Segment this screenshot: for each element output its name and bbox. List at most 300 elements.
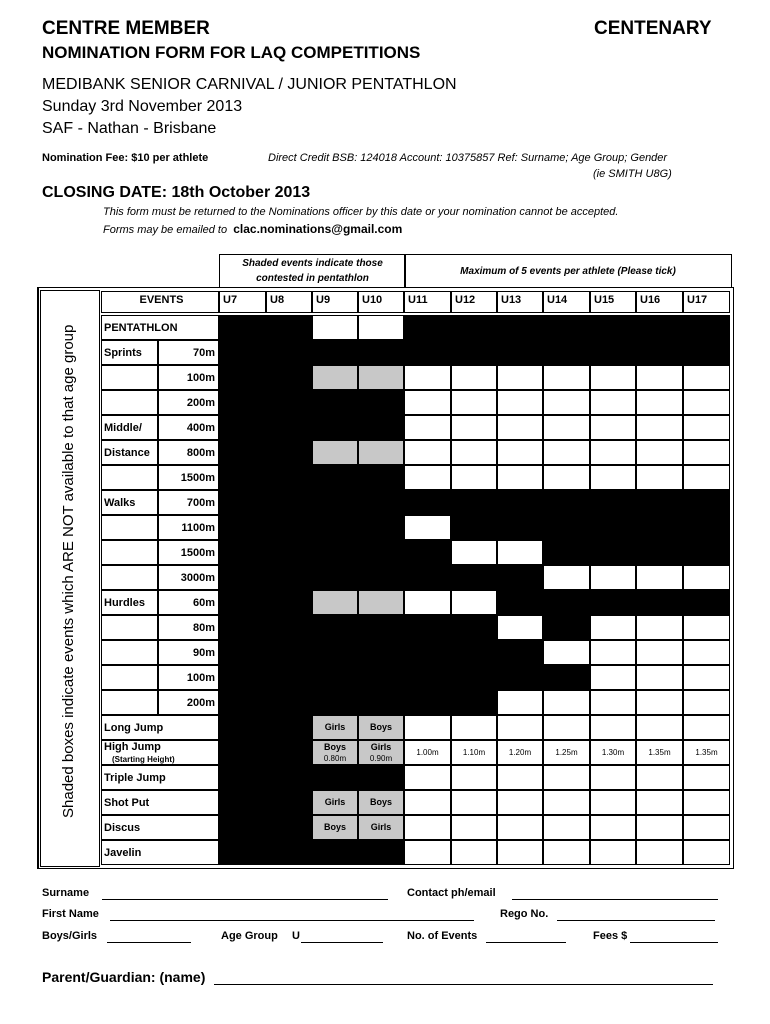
event-name: PENTATHLON — [104, 322, 178, 334]
tick-box[interactable] — [451, 465, 497, 490]
surname-field[interactable] — [102, 899, 388, 900]
tick-box[interactable] — [543, 690, 590, 715]
return-notice: This form must be returned to the Nominations officer by this date or your nomination cannot be accepted. — [103, 206, 619, 218]
tick-box — [266, 815, 312, 840]
age-group-header-u16: U16 — [636, 291, 683, 313]
tick-box[interactable] — [683, 440, 730, 465]
nomination-fee: Nomination Fee: $10 per athlete — [42, 152, 209, 164]
tick-box — [266, 565, 312, 590]
tick-box[interactable] — [636, 615, 683, 640]
tick-box[interactable] — [590, 365, 636, 390]
tick-box — [404, 490, 451, 515]
tick-box[interactable] — [451, 740, 497, 765]
distance-cell — [158, 690, 219, 715]
tick-box[interactable] — [683, 815, 730, 840]
tick-box[interactable] — [451, 365, 497, 390]
distance-label: 70m — [192, 347, 215, 359]
tick-box[interactable] — [451, 715, 497, 740]
event-name: Triple Jump — [104, 772, 166, 784]
tick-box[interactable] — [451, 765, 497, 790]
tick-box — [266, 540, 312, 565]
event-label-cell — [101, 615, 158, 640]
tick-box[interactable] — [683, 390, 730, 415]
event-label-cell — [101, 715, 219, 740]
tick-box[interactable] — [451, 590, 497, 615]
tick-box[interactable] — [636, 690, 683, 715]
event-label-cell — [101, 840, 219, 865]
tick-box[interactable] — [404, 390, 451, 415]
tick-box — [451, 665, 497, 690]
tick-box[interactable] — [683, 465, 730, 490]
distance-label: 1500m — [180, 472, 215, 484]
tick-box — [543, 515, 590, 540]
tick-box[interactable] — [404, 765, 451, 790]
event-label-cell — [101, 465, 158, 490]
tick-box — [266, 765, 312, 790]
tick-box — [312, 665, 358, 690]
tick-box — [358, 615, 404, 640]
distance-label: 100m — [186, 672, 215, 684]
age-group-header-u10: U10 — [358, 291, 404, 313]
tick-box — [404, 565, 451, 590]
tick-box[interactable] — [683, 415, 730, 440]
side-shading-label: Shaded boxes indicate events which ARE NOT available to that age group — [60, 324, 77, 818]
tick-box — [266, 640, 312, 665]
num-events-field[interactable] — [486, 942, 566, 943]
distance-label: 1500m — [180, 547, 215, 559]
tick-box — [219, 465, 266, 490]
tick-box — [358, 390, 404, 415]
tick-box[interactable] — [312, 790, 358, 815]
email-prefix: Forms may be emailed to — [103, 224, 228, 236]
tick-box — [451, 490, 497, 515]
tick-box[interactable] — [636, 440, 683, 465]
tick-box[interactable] — [497, 465, 543, 490]
tick-box — [219, 815, 266, 840]
boys-girls-field[interactable] — [107, 942, 191, 943]
tick-box[interactable] — [358, 440, 404, 465]
tick-box[interactable] — [451, 390, 497, 415]
tick-box[interactable] — [543, 365, 590, 390]
tick-box[interactable] — [404, 840, 451, 865]
tick-box — [358, 415, 404, 440]
event-label-cell — [101, 540, 158, 565]
tick-box[interactable] — [497, 715, 543, 740]
tick-box[interactable] — [683, 715, 730, 740]
distance-label: 1100m — [181, 522, 215, 534]
tick-box[interactable] — [543, 840, 590, 865]
tick-box[interactable] — [683, 765, 730, 790]
tick-box — [543, 615, 590, 640]
tick-box[interactable] — [404, 740, 451, 765]
tick-box — [312, 490, 358, 515]
event-name: Long Jump — [104, 722, 164, 734]
tick-box — [312, 615, 358, 640]
tick-box[interactable] — [636, 565, 683, 590]
tick-box — [404, 340, 451, 365]
tick-box — [636, 590, 683, 615]
tick-box — [266, 440, 312, 465]
gender-label: Boys — [369, 722, 392, 732]
contact-field[interactable] — [512, 899, 718, 900]
tick-box[interactable] — [683, 640, 730, 665]
tick-box[interactable] — [358, 590, 404, 615]
tick-box[interactable] — [636, 715, 683, 740]
tick-box[interactable] — [404, 465, 451, 490]
tick-box[interactable] — [543, 790, 590, 815]
tick-box[interactable] — [312, 440, 358, 465]
tick-box[interactable] — [497, 790, 543, 815]
tick-box — [451, 340, 497, 365]
event-name: Javelin — [104, 847, 142, 859]
tick-box — [266, 515, 312, 540]
tick-box[interactable] — [683, 565, 730, 590]
tick-box — [358, 640, 404, 665]
distance-label: 3000m — [180, 572, 215, 584]
event-venue: SAF - Nathan - Brisbane — [42, 120, 217, 137]
tick-box — [404, 315, 451, 340]
bank-example: (ie SMITH U8G) — [593, 168, 672, 180]
tick-box — [636, 490, 683, 515]
distance-cell — [158, 490, 219, 515]
tick-box[interactable] — [543, 465, 590, 490]
tick-box[interactable] — [590, 440, 636, 465]
height-label: 0.80m — [323, 754, 347, 763]
tick-box — [543, 315, 590, 340]
tick-box — [451, 690, 497, 715]
age-group-label: Age Group — [221, 930, 278, 942]
event-name: MEDIBANK SENIOR CARNIVAL / JUNIOR PENTATHLON — [42, 76, 457, 93]
rego-field[interactable] — [557, 920, 715, 921]
tick-box — [451, 640, 497, 665]
tick-box[interactable] — [636, 640, 683, 665]
tick-box — [312, 390, 358, 415]
tick-box[interactable] — [636, 790, 683, 815]
tick-box[interactable] — [497, 365, 543, 390]
distance-cell — [158, 390, 219, 415]
event-label-cell — [101, 640, 158, 665]
age-group-header-u8: U8 — [266, 291, 312, 313]
tick-box[interactable] — [497, 390, 543, 415]
tick-box[interactable] — [358, 365, 404, 390]
tick-box — [404, 640, 451, 665]
closing-date: CLOSING DATE: 18th October 2013 — [42, 184, 311, 201]
tick-box[interactable] — [497, 740, 543, 765]
tick-box — [219, 390, 266, 415]
event-label-cell — [101, 565, 158, 590]
tick-box[interactable] — [683, 365, 730, 390]
tick-box[interactable] — [590, 615, 636, 640]
tick-box[interactable] — [404, 715, 451, 740]
tick-box[interactable] — [404, 590, 451, 615]
tick-box[interactable] — [590, 690, 636, 715]
tick-box — [358, 840, 404, 865]
tick-box[interactable] — [358, 790, 404, 815]
tick-box[interactable] — [451, 440, 497, 465]
parent-field[interactable] — [214, 984, 713, 985]
event-name: Hurdles — [104, 597, 145, 609]
tick-box — [543, 665, 590, 690]
tick-box[interactable] — [590, 790, 636, 815]
age-group-field[interactable] — [301, 942, 383, 943]
tick-box[interactable] — [683, 840, 730, 865]
tick-box — [451, 565, 497, 590]
tick-box — [358, 565, 404, 590]
tick-box[interactable] — [683, 690, 730, 715]
event-label-cell — [101, 390, 158, 415]
tick-box[interactable] — [358, 815, 404, 840]
age-group-header-u14: U14 — [543, 291, 590, 313]
tick-box — [266, 665, 312, 690]
distance-cell — [158, 465, 219, 490]
tick-box — [219, 490, 266, 515]
distance-label: 400m — [186, 422, 215, 434]
tick-box[interactable] — [636, 765, 683, 790]
tick-box[interactable] — [543, 815, 590, 840]
tick-box — [497, 515, 543, 540]
tick-box — [266, 315, 312, 340]
tick-box — [358, 765, 404, 790]
tick-box — [312, 540, 358, 565]
tick-box[interactable] — [636, 415, 683, 440]
event-name: Middle/ — [104, 422, 142, 434]
event-label-cell — [101, 765, 219, 790]
boys-girls-label: Boys/Girls — [42, 930, 98, 942]
tick-box[interactable] — [543, 415, 590, 440]
tick-box[interactable] — [451, 815, 497, 840]
tick-box[interactable] — [497, 415, 543, 440]
tick-box[interactable] — [590, 415, 636, 440]
starting-height-note: (Starting Height) — [112, 755, 175, 764]
tick-box — [219, 715, 266, 740]
tick-box — [636, 340, 683, 365]
tick-box[interactable] — [497, 440, 543, 465]
tick-box — [219, 840, 266, 865]
distance-cell — [158, 515, 219, 540]
tick-box[interactable] — [636, 740, 683, 765]
tick-box[interactable] — [590, 565, 636, 590]
tick-box — [404, 665, 451, 690]
tick-box[interactable] — [497, 815, 543, 840]
tick-box — [358, 515, 404, 540]
tick-box[interactable] — [404, 515, 451, 540]
event-label-cell — [101, 315, 219, 340]
tick-box[interactable] — [683, 615, 730, 640]
tick-box — [590, 340, 636, 365]
max-events-note: Maximum of 5 events per athlete (Please tick) — [404, 254, 732, 288]
events-header: EVENTS — [101, 291, 219, 313]
distance-cell — [158, 590, 219, 615]
tick-box — [312, 765, 358, 790]
tick-box[interactable] — [543, 715, 590, 740]
tick-box[interactable] — [683, 790, 730, 815]
tick-box[interactable] — [358, 740, 404, 765]
event-label-cell — [101, 365, 158, 390]
fees-field[interactable] — [630, 942, 718, 943]
tick-box — [358, 665, 404, 690]
tick-box[interactable] — [404, 440, 451, 465]
height-label: 1.35m — [648, 748, 671, 757]
tick-box — [358, 690, 404, 715]
tick-box[interactable] — [590, 640, 636, 665]
event-label-cell — [101, 490, 158, 515]
tick-box — [497, 490, 543, 515]
tick-box[interactable] — [312, 590, 358, 615]
tick-box[interactable] — [312, 315, 358, 340]
tick-box[interactable] — [358, 715, 404, 740]
tick-box — [219, 790, 266, 815]
fees-label: Fees $ — [593, 930, 628, 942]
tick-box[interactable] — [404, 790, 451, 815]
tick-box — [266, 465, 312, 490]
tick-box — [451, 315, 497, 340]
parent-label: Parent/Guardian: (name) — [42, 969, 206, 985]
tick-box — [497, 640, 543, 665]
tick-box[interactable] — [590, 815, 636, 840]
tick-box[interactable] — [590, 740, 636, 765]
tick-box[interactable] — [404, 815, 451, 840]
tick-box — [590, 515, 636, 540]
tick-box[interactable] — [636, 465, 683, 490]
tick-box[interactable] — [497, 615, 543, 640]
gender-label: Girls — [370, 742, 392, 752]
tick-box — [683, 315, 730, 340]
event-label-cell — [101, 590, 158, 615]
tick-box[interactable] — [543, 740, 590, 765]
tick-box[interactable] — [590, 465, 636, 490]
tick-box — [266, 490, 312, 515]
tick-box[interactable] — [358, 315, 404, 340]
event-label-cell — [101, 790, 219, 815]
tick-box — [543, 490, 590, 515]
event-label-cell — [101, 815, 219, 840]
tick-box[interactable] — [543, 640, 590, 665]
tick-box[interactable] — [590, 665, 636, 690]
event-label-cell — [101, 415, 158, 440]
tick-box[interactable] — [543, 390, 590, 415]
tick-box — [266, 740, 312, 765]
tick-box[interactable] — [312, 715, 358, 740]
tick-box — [451, 615, 497, 640]
distance-cell — [158, 365, 219, 390]
tick-box[interactable] — [636, 840, 683, 865]
distance-label: 800m — [186, 447, 215, 459]
tick-box — [266, 415, 312, 440]
tick-box[interactable] — [497, 765, 543, 790]
event-label-cell — [101, 665, 158, 690]
first-name-field[interactable] — [110, 920, 474, 921]
distance-label: 100m — [186, 372, 215, 384]
tick-box[interactable] — [404, 415, 451, 440]
tick-box[interactable] — [683, 740, 730, 765]
tick-box[interactable] — [543, 765, 590, 790]
tick-box — [312, 565, 358, 590]
tick-box — [497, 590, 543, 615]
tick-box — [219, 340, 266, 365]
event-label-cell — [101, 440, 158, 465]
tick-box — [590, 590, 636, 615]
tick-box — [266, 840, 312, 865]
tick-box — [497, 340, 543, 365]
tick-box — [312, 515, 358, 540]
tick-box[interactable] — [636, 665, 683, 690]
tick-box — [683, 340, 730, 365]
tick-box[interactable] — [543, 440, 590, 465]
tick-box[interactable] — [451, 790, 497, 815]
tick-box[interactable] — [636, 390, 683, 415]
gender-label: Girls — [324, 797, 346, 807]
tick-box — [543, 590, 590, 615]
tick-box[interactable] — [312, 365, 358, 390]
tick-box — [266, 340, 312, 365]
tick-box — [219, 665, 266, 690]
tick-box — [543, 340, 590, 365]
tick-box[interactable] — [497, 540, 543, 565]
tick-box — [266, 690, 312, 715]
tick-box — [219, 365, 266, 390]
email-note — [103, 222, 402, 236]
tick-box[interactable] — [451, 840, 497, 865]
age-group-header-u12: U12 — [451, 291, 497, 313]
tick-box — [219, 440, 266, 465]
tick-box[interactable] — [590, 765, 636, 790]
tick-box[interactable] — [636, 365, 683, 390]
tick-box — [266, 790, 312, 815]
tick-box — [266, 590, 312, 615]
tick-box — [266, 615, 312, 640]
distance-cell — [158, 565, 219, 590]
tick-box[interactable] — [404, 365, 451, 390]
tick-box[interactable] — [543, 565, 590, 590]
distance-cell — [158, 415, 219, 440]
tick-box[interactable] — [590, 390, 636, 415]
tick-box — [219, 765, 266, 790]
tick-box — [266, 365, 312, 390]
tick-box[interactable] — [636, 815, 683, 840]
tick-box — [683, 540, 730, 565]
form-title: CENTRE MEMBER — [42, 18, 210, 39]
tick-box[interactable] — [451, 415, 497, 440]
tick-box — [358, 465, 404, 490]
num-events-label: No. of Events — [407, 930, 478, 942]
centenary-label: CENTENARY — [594, 18, 712, 39]
rego-label: Rego No. — [500, 908, 549, 920]
tick-box — [219, 740, 266, 765]
tick-box[interactable] — [590, 715, 636, 740]
tick-box — [683, 590, 730, 615]
tick-box — [312, 840, 358, 865]
tick-box[interactable] — [312, 740, 358, 765]
tick-box[interactable] — [683, 665, 730, 690]
age-group-header-u17: U17 — [683, 291, 730, 313]
tick-box[interactable] — [312, 815, 358, 840]
event-name: Sprints — [104, 347, 142, 359]
age-group-prefix: U — [292, 930, 300, 942]
tick-box[interactable] — [497, 690, 543, 715]
tick-box — [497, 665, 543, 690]
surname-label: Surname — [42, 887, 90, 899]
gender-label: Girls — [324, 722, 346, 732]
distance-label: 200m — [186, 697, 215, 709]
tick-box — [404, 615, 451, 640]
tick-box[interactable] — [451, 540, 497, 565]
distance-cell — [158, 615, 219, 640]
tick-box — [219, 565, 266, 590]
tick-box — [312, 640, 358, 665]
tick-box[interactable] — [497, 840, 543, 865]
tick-box[interactable] — [590, 840, 636, 865]
form-subtitle: NOMINATION FORM FOR LAQ COMPETITIONS — [42, 43, 421, 62]
